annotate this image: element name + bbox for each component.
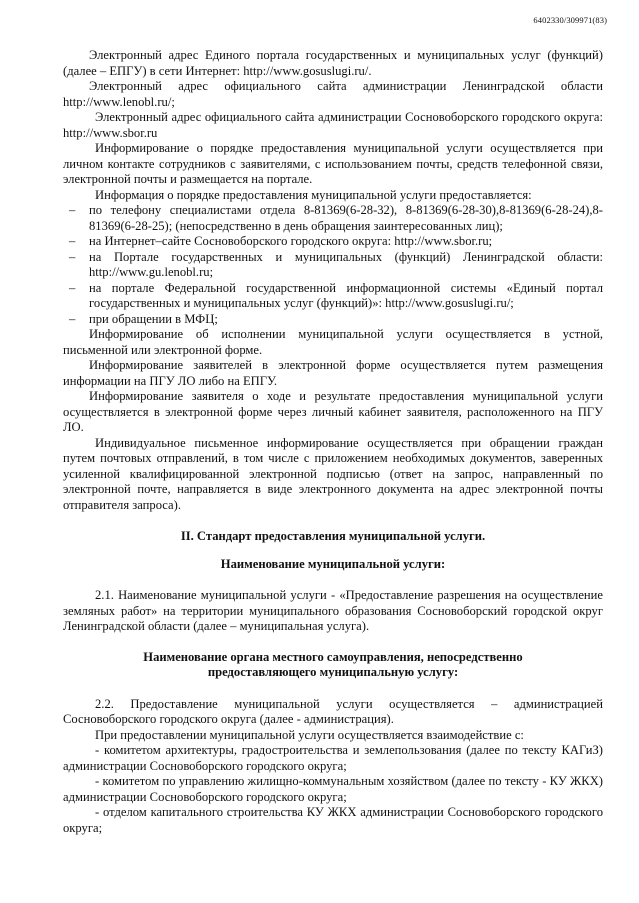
- paragraph-sbor-address: Электронный адрес официального сайта администрации Сосновоборского городского округа: http://www.sbor.ru: [63, 110, 603, 140]
- paragraph-lenobl-address: Электронный адрес официального сайта администрации Ленинградской области http://www.lenobl.ru/;: [63, 79, 603, 109]
- section-title: II. Стандарт предоставления муниципальной услуги.: [180, 529, 486, 543]
- paragraph-oks: - отделом капитального строительства КУ ЖКХ администрации Сосновоборского городского округа;: [63, 805, 603, 835]
- subsection-title-authority-line1: Наименование органа местного самоуправления, непосредственно: [143, 649, 523, 664]
- subsection-title-authority-line2: предоставляющего муниципальную услугу:: [207, 665, 459, 679]
- paragraph-informing-forms: Информирование об исполнении муниципальной услуги осуществляется в устной, письменной или электронной форме.: [63, 327, 603, 357]
- document-number: 6402330/309971(83): [533, 15, 607, 25]
- document-body: [63, 48, 603, 836]
- info-channels-list: [63, 203, 603, 327]
- list-item: – на Интернет–сайте Сосновоборского городского округа: http://www.sbor.ru;: [63, 234, 603, 250]
- list-item: – при обращении в МФЦ;: [63, 312, 603, 328]
- paragraph-electronic-informing: Информирование заявителей в электронной форме осуществляется путем размещения информации на ПГУ ЛО либо на ЕПГУ.: [63, 358, 603, 388]
- subsection-title-service-name: Наименование муниципальной услуги:: [220, 556, 446, 571]
- paragraph-interaction: При предоставлении муниципальной услуги осуществляется взаимодействие с:: [95, 727, 524, 742]
- list-item: – по телефону специалистами отдела 8-81369(6-28-32), 8-81369(6-28-30),8-81369(6-28-24),8-81369(6-28-25); (непосредственно в день обращения заинтересованных лиц);: [63, 203, 603, 234]
- paragraph-2-1: 2.1. Наименование муниципальной услуги - «Предоставление разрешения на осуществление земляных работ» на территории муниципального образования Сосновоборский городской округ Ленинградской области (далее – муниципальная услуга).: [63, 588, 603, 633]
- paragraph-2-2: 2.2. Предоставление муниципальной услуги осуществляется – администрацией Сосновоборского городского округа (далее - администрация).: [63, 696, 603, 726]
- paragraph-applicant-informing: Информирование заявителя о ходе и результате предоставления муниципальной услуги осуществляется в электронной форме через личный кабинет заявителя, расположенного на ПГУ ЛО.: [63, 389, 603, 434]
- paragraph-kagiz: - комитетом архитектуры, градостроительства и землепользования (далее по тексту КАГиЗ) администрации Сосновоборского городского округа;: [63, 743, 603, 773]
- paragraph-epgu-address: Электронный адрес Единого портала государственных и муниципальных услуг (функций) (далее – ЕПГУ) в сети Интернет: http://www.gosuslugi.ru/.: [63, 48, 603, 78]
- paragraph-written-informing: Индивидуальное письменное информирование осуществляется при обращении граждан путем почтовых отправлений, в том числе с приложением необходимых документов, заверенных усиленной квалифицированной электронной подписью (ответ на запрос, направленный по электронной почте, направляется в виде электронного документа на адрес электронной почты отправителя запроса).: [63, 435, 603, 512]
- paragraph-information-provided: Информация о порядке предоставления муниципальной услуги предоставляется:: [95, 187, 532, 202]
- list-item: – на портале Федеральной государственной информационной системы «Единый портал государственных и муниципальных услуг (функций)»: http://www.gosuslugi.ru/;: [63, 281, 603, 312]
- paragraph-ku-zhkh: - комитетом по управлению жилищно-коммунальным хозяйством (далее по тексту - КУ ЖКХ) администрации Сосновоборского городского округа;: [63, 774, 603, 804]
- list-item: – на Портале государственных и муниципальных (функций) Ленинградской области: http://www.gu.lenobl.ru;: [63, 250, 603, 281]
- paragraph-informing-order: Информирование о порядке предоставления муниципальной услуги осуществляется при личном контакте сотрудников с заявителями, с использованием почты, средств телефонной связи, электронной почты и размещается на портале.: [63, 141, 603, 186]
